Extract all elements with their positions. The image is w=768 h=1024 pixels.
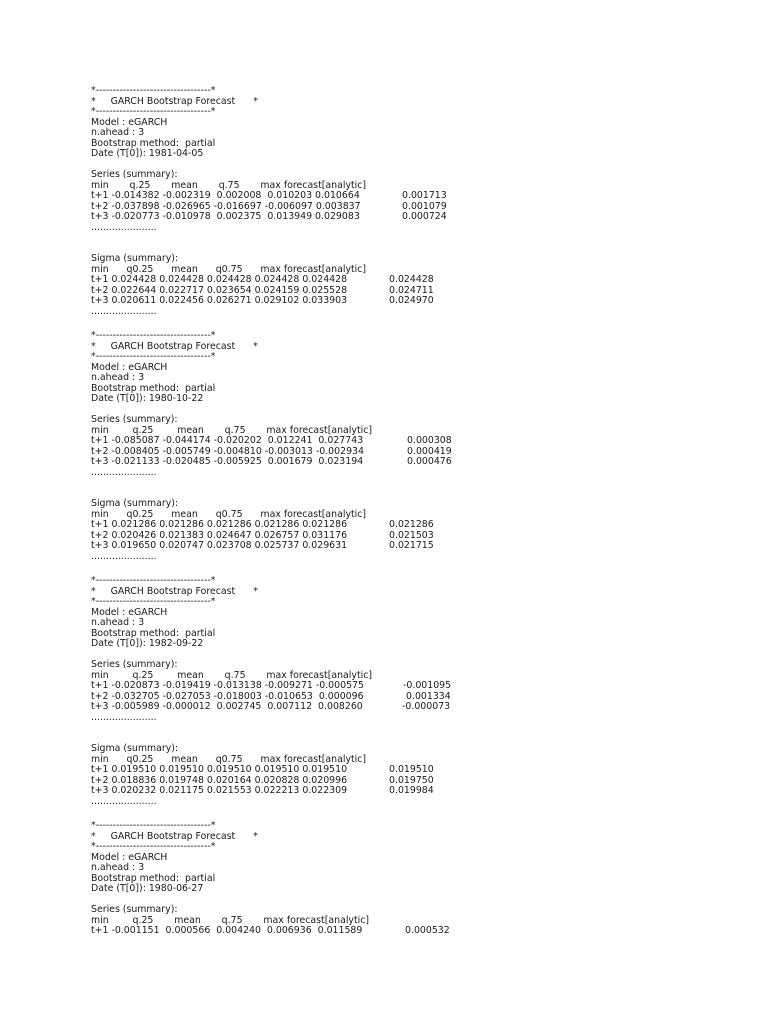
sigma-row	[91, 296, 731, 307]
analytic-value: 0.024428	[389, 274, 434, 285]
series-values: t+3 -0.005989 -0.000012 0.002745 0.007112 0.008260	[91, 701, 363, 712]
series-row	[91, 436, 731, 447]
series-row	[91, 457, 731, 468]
sigma-row	[91, 275, 731, 286]
series-values: t+1 -0.001151 0.000566 0.004240 0.006936 0.011589	[91, 925, 363, 936]
sigma-values: t+2 0.020426 0.021383 0.024647 0.026757 0.031176	[91, 529, 348, 541]
sigma-values: t+3 0.020611 0.022456 0.026271 0.029102 0.033903	[91, 295, 348, 306]
border-line: *----------------------------------*	[91, 351, 216, 362]
block-header: * GARCH Bootstrap Forecast *	[91, 830, 258, 842]
analytic-value: 0.000532	[405, 925, 450, 936]
forecast-block-4	[91, 821, 731, 937]
series-values: t+2 -0.008405 -0.005749 -0.004810 -0.003013 -0.002934	[91, 445, 364, 457]
dots-separator: ......................	[91, 221, 157, 233]
series-row	[91, 212, 731, 223]
sigma-values: t+1 0.019510 0.019510 0.019510 0.019510 0.019510	[91, 764, 348, 775]
border-line: *----------------------------------*	[91, 106, 216, 117]
sigma-row	[91, 765, 731, 776]
series-title: Series (summary):	[91, 414, 178, 425]
analytic-value: 0.000476	[407, 456, 452, 467]
date-line: Date (T[0]): 1981-04-05	[91, 148, 204, 159]
bootstrap-line: Bootstrap method: partial	[91, 382, 216, 394]
series-header: min q.25 mean q.75 max forecast[analytic]	[91, 914, 370, 926]
date-line: Date (T[0]): 1980-10-22	[91, 393, 204, 404]
series-header: min q.25 mean q.75 max forecast[analytic]	[91, 669, 373, 681]
border-line: *----------------------------------*	[91, 330, 216, 341]
analytic-value: 0.000308	[407, 435, 452, 446]
series-title: Series (summary):	[91, 904, 178, 915]
sigma-values: t+3 0.020232 0.021175 0.021553 0.022213 0.022309	[91, 785, 348, 796]
dots-separator: ......................	[91, 305, 157, 317]
forecast-block-1	[91, 86, 731, 317]
dots-separator: ......................	[91, 711, 157, 723]
model-line: Model : eGARCH	[91, 851, 168, 863]
bootstrap-line: Bootstrap method: partial	[91, 872, 216, 884]
series-title: Series (summary):	[91, 659, 178, 670]
analytic-value: 0.021286	[389, 519, 434, 530]
block-header: * GARCH Bootstrap Forecast *	[91, 340, 258, 352]
dots-separator: ......................	[91, 466, 157, 478]
sigma-row	[91, 520, 731, 531]
sigma-values: t+2 0.018836 0.019748 0.020164 0.020828 0.020996	[91, 774, 348, 786]
series-values: t+3 -0.021133 -0.020485 -0.005925 0.001679 0.023194	[91, 456, 364, 467]
forecast-block-2	[91, 331, 731, 562]
nahead-line: n.ahead : 3	[91, 617, 145, 628]
border-line: *----------------------------------*	[91, 575, 216, 586]
sigma-row	[91, 786, 731, 797]
series-row	[91, 191, 731, 202]
series-header: min q.25 mean q.75 max forecast[analytic]	[91, 424, 373, 436]
dots-separator: ......................	[91, 795, 157, 807]
sigma-header: min q0.25 mean q0.75 max forecast[analytic]	[91, 263, 367, 275]
series-row	[91, 681, 731, 692]
series-values: t+1 -0.014382 -0.002319 0.002008 0.010203 0.010664	[91, 190, 360, 201]
date-line: Date (T[0]): 1982-09-22	[91, 638, 204, 649]
series-row	[91, 702, 731, 713]
analytic-value: 0.024711	[389, 284, 434, 296]
border-line: *----------------------------------*	[91, 85, 216, 96]
sigma-title: Sigma (summary):	[91, 498, 179, 509]
analytic-value: -0.000073	[402, 701, 451, 712]
date-line: Date (T[0]): 1980-06-27	[91, 883, 204, 894]
bootstrap-line: Bootstrap method: partial	[91, 137, 216, 149]
forecast-block-3	[91, 576, 731, 807]
border-line: *----------------------------------*	[91, 820, 216, 831]
series-title: Series (summary):	[91, 169, 178, 180]
series-values: t+2 -0.037898 -0.026965 -0.016697 -0.006097 0.003837	[91, 200, 361, 212]
sigma-values: t+1 0.024428 0.024428 0.024428 0.024428 0.024428	[91, 274, 348, 285]
model-line: Model : eGARCH	[91, 606, 168, 618]
sigma-header: min q0.25 mean q0.75 max forecast[analytic]	[91, 508, 367, 520]
nahead-line: n.ahead : 3	[91, 127, 145, 138]
sigma-values: t+3 0.019650 0.020747 0.023708 0.025737 0.029631	[91, 540, 348, 551]
bootstrap-line: Bootstrap method: partial	[91, 627, 216, 639]
analytic-value: 0.019750	[389, 774, 434, 786]
analytic-value: 0.021715	[389, 540, 434, 551]
analytic-value: 0.000419	[407, 445, 452, 457]
dots-separator: ......................	[91, 550, 157, 562]
analytic-value: 0.001079	[402, 200, 447, 212]
border-line: *----------------------------------*	[91, 841, 216, 852]
series-values: t+2 -0.032705 -0.027053 -0.018003 -0.010653 0.000096	[91, 690, 364, 702]
analytic-value: 0.019510	[389, 764, 434, 775]
series-row	[91, 926, 731, 937]
sigma-title: Sigma (summary):	[91, 743, 179, 754]
analytic-value: 0.024970	[389, 295, 434, 306]
series-values: t+1 -0.020873 -0.019419 -0.013138 -0.009271 -0.000575	[91, 680, 364, 691]
border-line: *----------------------------------*	[91, 596, 216, 607]
nahead-line: n.ahead : 3	[91, 862, 145, 873]
model-line: Model : eGARCH	[91, 116, 168, 128]
analytic-value: 0.001713	[402, 190, 447, 201]
block-header: * GARCH Bootstrap Forecast *	[91, 95, 258, 107]
sigma-title: Sigma (summary):	[91, 253, 179, 264]
series-values: t+1 -0.085087 -0.044174 -0.020202 0.012241 0.027743	[91, 435, 364, 446]
sigma-values: t+2 0.022644 0.022717 0.023654 0.024159 0.025528	[91, 284, 348, 296]
sigma-row	[91, 541, 731, 552]
series-values: t+3 -0.020773 -0.010978 0.002375 0.013949 0.029083	[91, 211, 360, 222]
sigma-values: t+1 0.021286 0.021286 0.021286 0.021286 0.021286	[91, 519, 348, 530]
analytic-value: 0.019984	[389, 785, 434, 796]
model-line: Model : eGARCH	[91, 361, 168, 373]
analytic-value: 0.021503	[389, 529, 434, 541]
block-header: * GARCH Bootstrap Forecast *	[91, 585, 258, 597]
series-header: min q.25 mean q.75 max forecast[analytic]	[91, 179, 367, 191]
analytic-value: 0.000724	[402, 211, 447, 222]
nahead-line: n.ahead : 3	[91, 372, 145, 383]
analytic-value: -0.001095	[403, 680, 452, 691]
sigma-header: min q0.25 mean q0.75 max forecast[analytic]	[91, 753, 367, 765]
analytic-value: 0.001334	[406, 690, 451, 702]
